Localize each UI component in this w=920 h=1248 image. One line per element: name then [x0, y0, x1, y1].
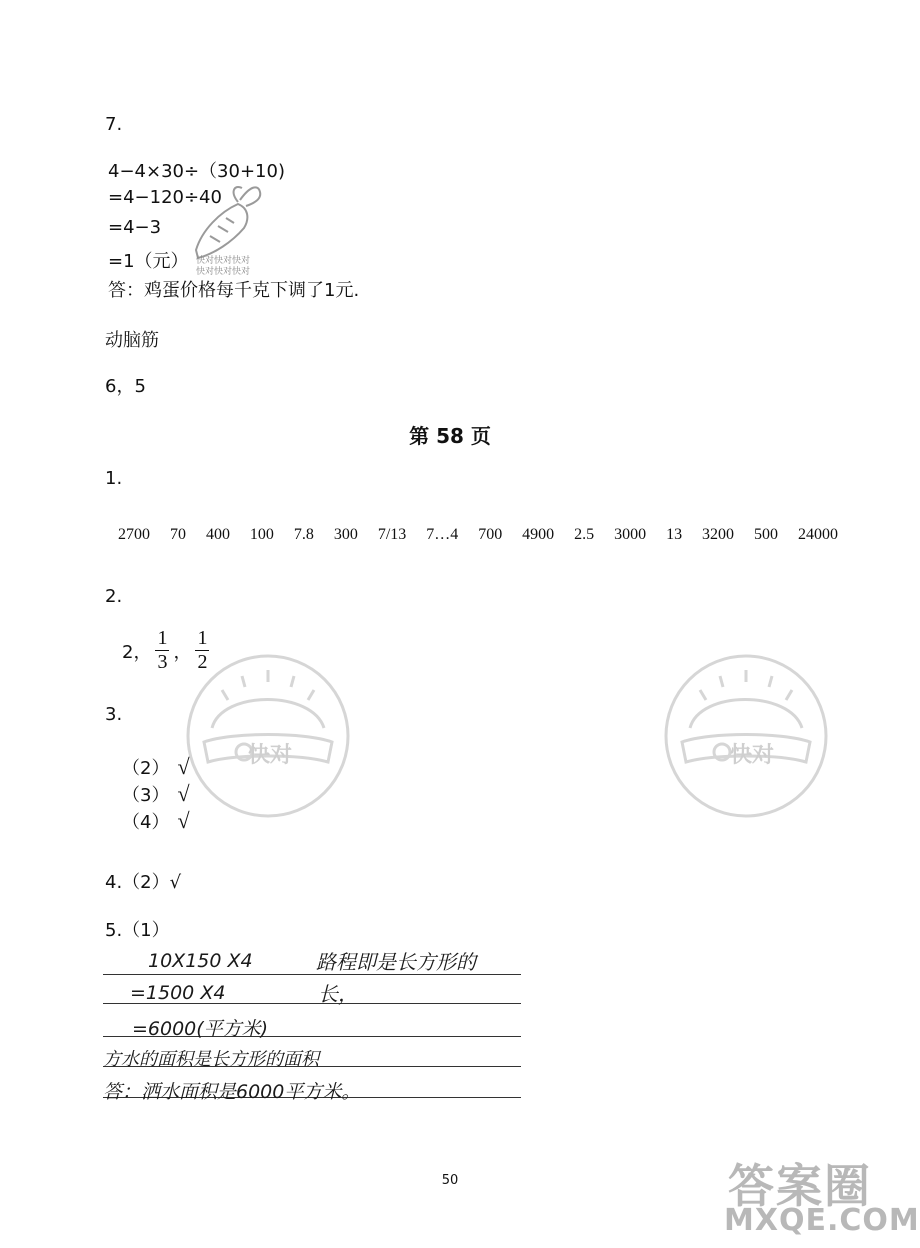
q1-number: 3000 — [614, 526, 647, 543]
q3-item — [122, 781, 190, 807]
q1-number: 300 — [333, 526, 358, 543]
watermark-small-text-1: 快对快对快对 — [196, 256, 251, 266]
q2-fraction-1 — [155, 628, 169, 673]
q7-line-4: =1（元） — [108, 251, 189, 272]
q3-item — [122, 808, 190, 834]
q1-number: 7/13 — [377, 526, 407, 543]
q1-number: 100 — [249, 526, 274, 543]
q1-answer-row — [118, 526, 838, 544]
fraction-numerator: 1 — [157, 627, 168, 649]
handwritten-note-2: 长， — [318, 982, 358, 1006]
handwritten-line-2: =1500 X4 — [130, 982, 226, 1004]
q3-item-number: （4） — [122, 812, 170, 833]
handwritten-note-1: 路程即是长方形的 — [316, 950, 476, 974]
q1-number: 500 — [754, 526, 779, 543]
q1-number: 400 — [205, 526, 230, 543]
q2-separator: ， — [173, 641, 192, 663]
q1-number: 7…4 — [426, 526, 459, 543]
q1-number: 7.8 — [293, 526, 314, 543]
q1-number: 24000 — [797, 526, 838, 543]
site-watermark-url: MXQE.COM — [724, 1203, 920, 1238]
stamp-text-right: 快对 — [730, 743, 775, 768]
handwritten-line-1: 10X150 X4 — [148, 950, 253, 972]
kuaidui-stamp-watermark-right — [660, 650, 832, 822]
kuaidui-stamp-watermark-left — [182, 650, 354, 822]
q1-number: 3200 — [702, 526, 735, 543]
page-number: 50 — [441, 1173, 459, 1188]
q1-number: 4900 — [522, 526, 555, 543]
question-4-answer: 4.（2）√ — [105, 872, 182, 893]
check-mark-icon: √ — [177, 754, 190, 779]
stamp-text-left: 快对 — [248, 743, 293, 768]
q7-answer: 答：鸡蛋价格每千克下调了1元. — [108, 280, 360, 301]
question-3-label: 3. — [105, 704, 123, 725]
fraction-denominator: 3 — [157, 651, 168, 673]
q3-item-number: （2） — [122, 758, 170, 779]
handwritten-line-3: =6000(平方米) — [132, 1018, 269, 1040]
watermark-small-text-2: 快对快对快对 — [196, 267, 251, 277]
watermark-small-text — [196, 256, 250, 278]
q1-number: 13 — [666, 526, 683, 543]
q1-number: 2.5 — [574, 526, 595, 543]
q7-line-3: =4−3 — [108, 217, 162, 238]
q7-line-2: =4−120÷40 — [108, 187, 222, 208]
brain-teaser-label: 动脑筋 — [105, 330, 159, 351]
q2-answer-first: 2， — [122, 641, 152, 663]
check-mark-icon: √ — [177, 808, 190, 833]
q1-number: 700 — [478, 526, 503, 543]
question-5-label: 5.（1） — [105, 920, 170, 941]
q1-number: 70 — [169, 526, 186, 543]
fraction-denominator: 2 — [197, 651, 208, 673]
q7-line-1: 4−4×30÷（30+10) — [108, 161, 285, 182]
check-mark-icon: √ — [177, 781, 190, 806]
q3-item — [122, 754, 190, 780]
q1-number: 2700 — [118, 526, 150, 543]
brain-teaser-answer: 6，5 — [105, 376, 146, 397]
handwritten-line-4: 方水的面积是长方形的面积 — [103, 1049, 319, 1070]
question-1-label: 1. — [105, 468, 123, 489]
question-7-label: 7. — [105, 114, 123, 135]
handwritten-line-5: 答：洒水面积是6000平方米。 — [103, 1081, 361, 1103]
question-2-label: 2. — [105, 586, 123, 607]
q3-item-number: （3） — [122, 785, 170, 806]
site-watermark-logo: 答案圈 — [728, 1159, 872, 1213]
page-title: 第 58 页 — [409, 424, 491, 448]
fraction-numerator: 1 — [197, 627, 208, 649]
